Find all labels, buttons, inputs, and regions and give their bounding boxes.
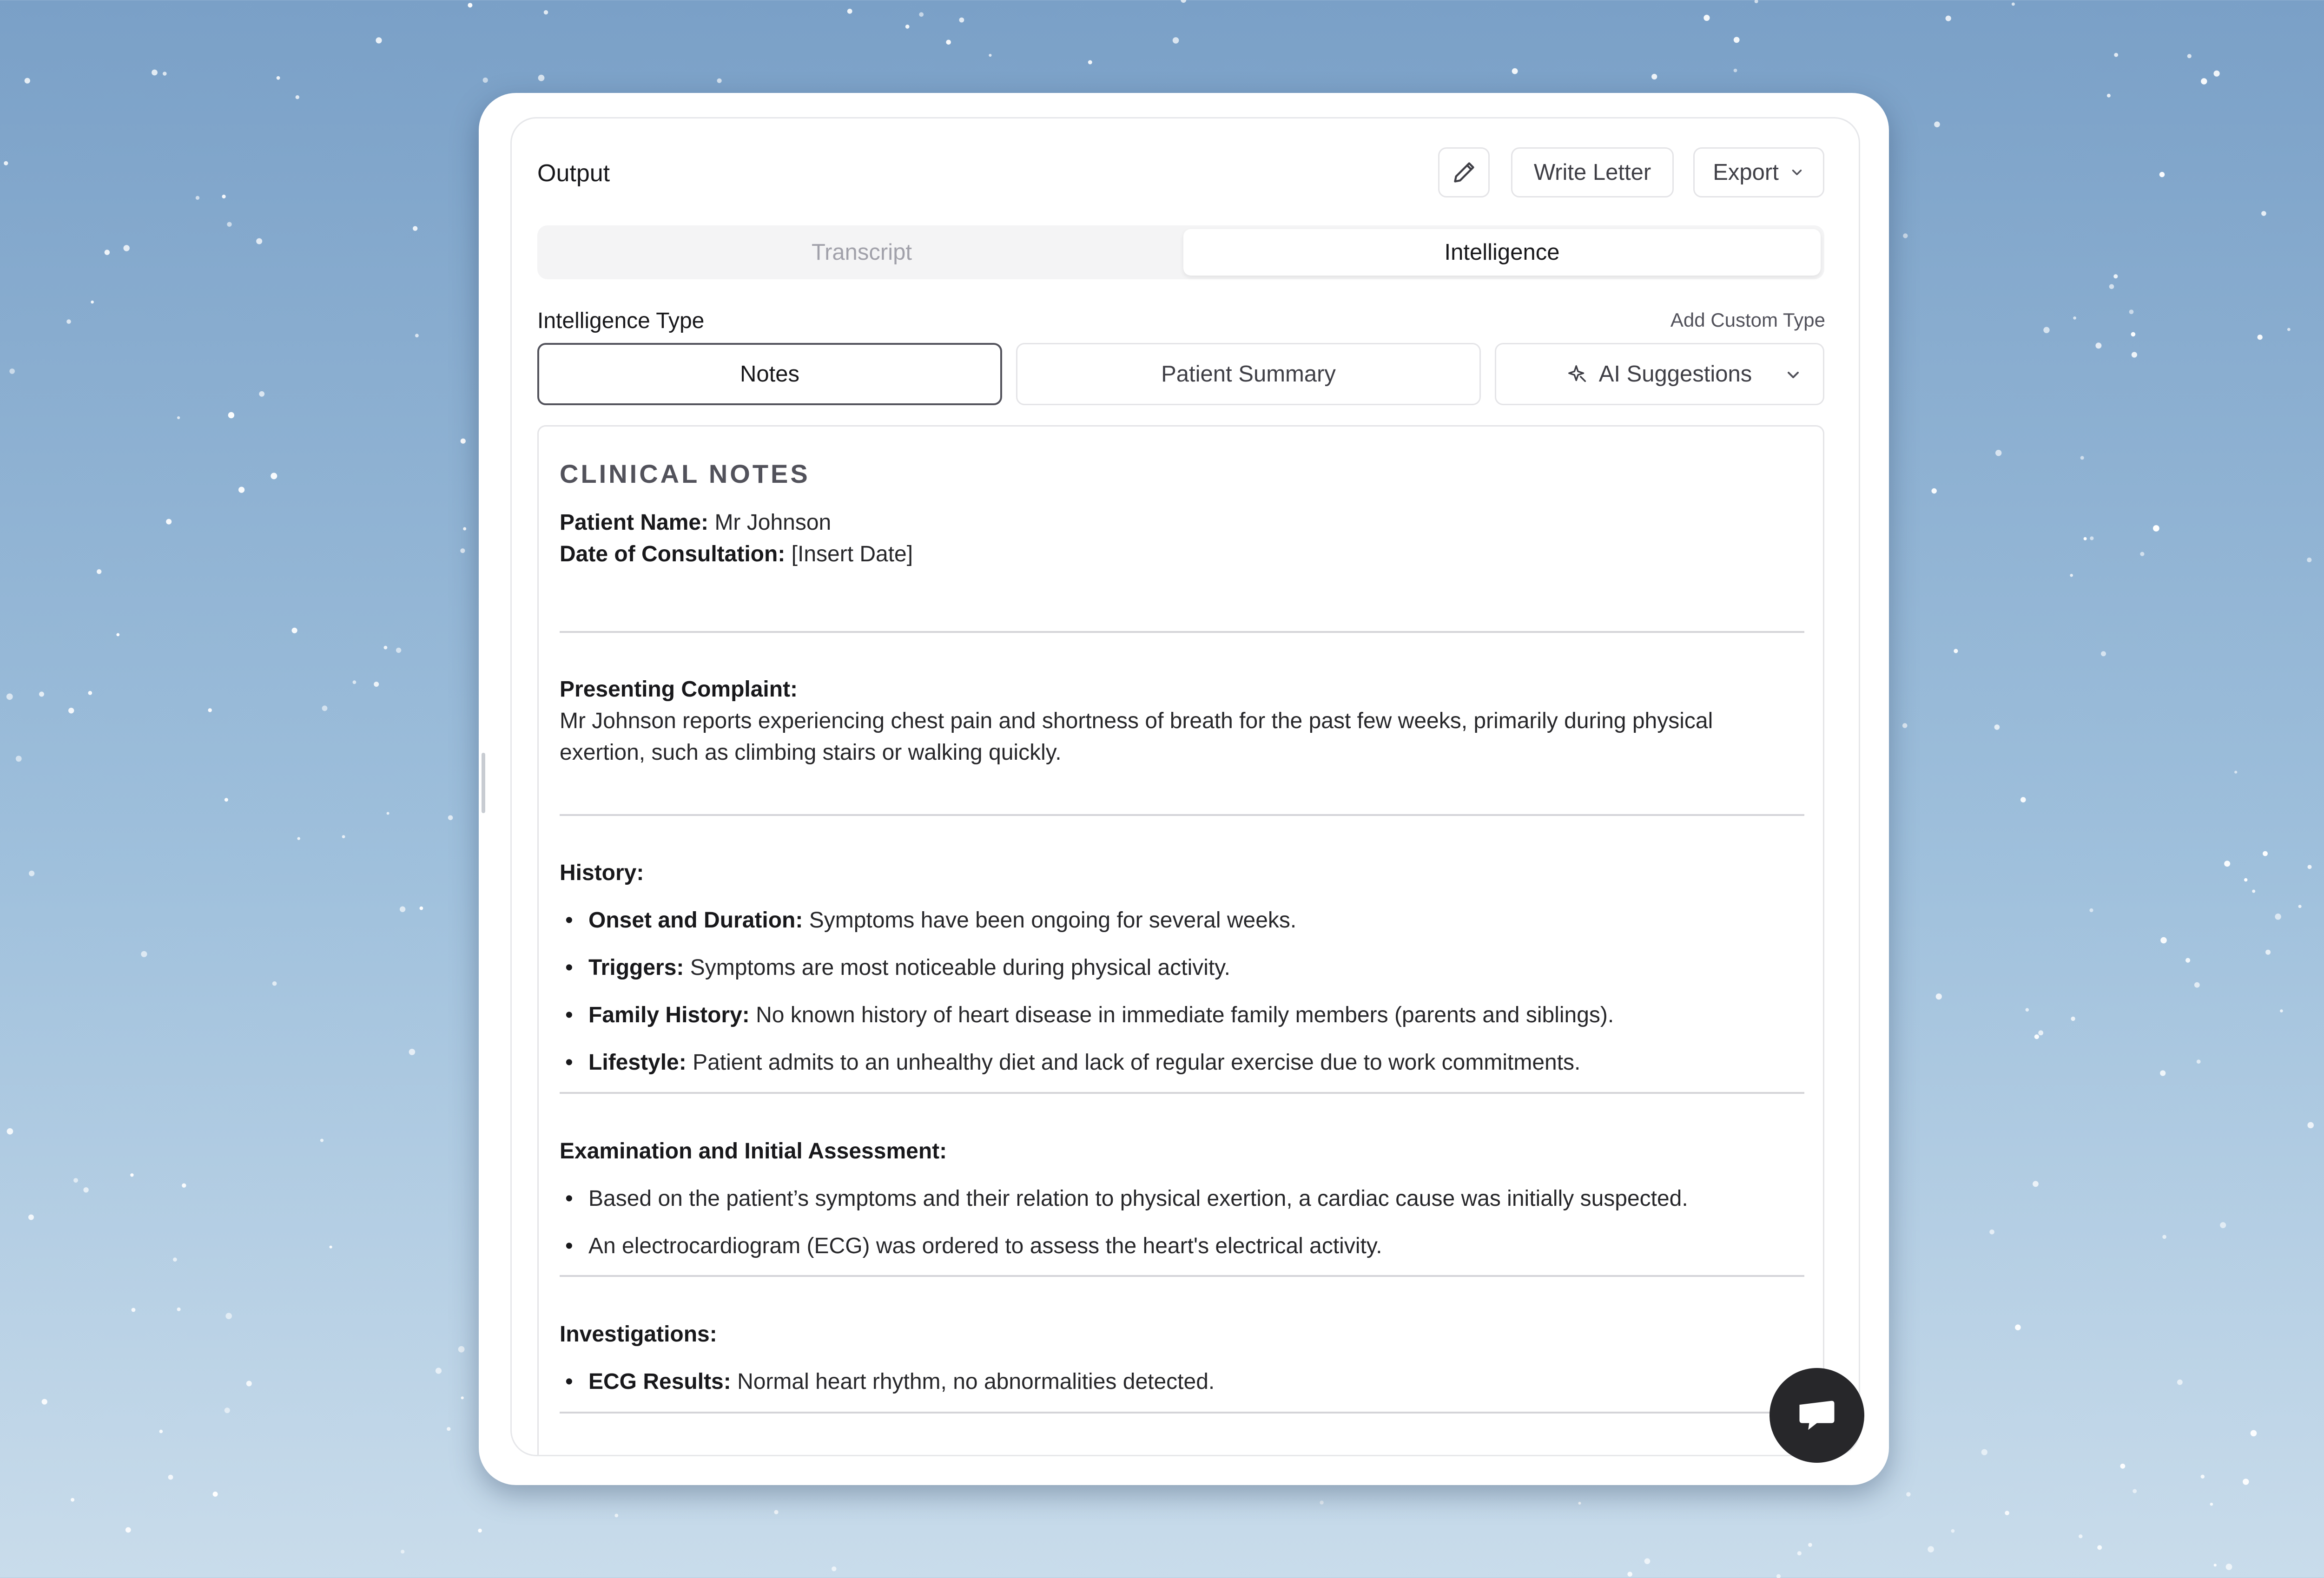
star [177,416,180,419]
star [2244,878,2247,881]
star [297,837,300,840]
star [959,18,964,23]
list-item-text: Symptoms have been ongoing for several weeks. [809,908,1297,933]
star [2114,53,2118,57]
pencil-icon [1452,160,1476,184]
star [7,693,13,700]
star [2109,284,2114,289]
notes-heading: CLINICAL NOTES [560,459,810,488]
star [2201,1475,2205,1479]
star [376,37,382,43]
list-item-label: Onset and Duration: [588,908,803,933]
star [177,1308,181,1311]
export-label: Export [1713,160,1779,185]
star [2308,865,2312,869]
consultation-date-row [560,539,913,570]
star [387,812,390,815]
star [460,548,465,553]
star [68,708,74,713]
star [2133,1489,2137,1493]
star [1936,993,1942,999]
star [2187,54,2192,58]
star [246,1381,252,1387]
edit-button[interactable] [1438,147,1490,197]
star [1512,68,1518,74]
divider [560,631,1804,633]
star [2220,1222,2226,1228]
star [2084,537,2087,540]
resize-handle[interactable] [482,753,485,813]
star [413,226,417,231]
history-title-text: History: [560,861,644,885]
star [2280,1009,2283,1013]
star [483,78,488,83]
divider [560,1412,1804,1414]
star [238,487,244,493]
presenting-complaint-line: Mr Johnson reports experiencing chest pain and shortness of breath for the past few weeks, primarily during physical [560,709,1713,733]
star [2251,1430,2257,1437]
star [717,79,722,83]
list-item [588,905,1296,936]
list-item-text: Patient admits to an unhealthy diet and lack of regular exercise due to work commitments. [693,1050,1581,1075]
star [2101,651,2106,656]
star [1181,0,1186,3]
star [208,708,212,712]
star [1934,121,1940,127]
star [141,951,147,957]
star [168,1475,173,1480]
star [320,1139,324,1142]
star [2015,1324,2021,1330]
list-item-text: Symptoms are most noticeable during physical activity. [690,955,1230,980]
star [463,527,466,531]
star [9,368,15,374]
star [1755,0,1758,3]
list-item-label: Family History: [588,1003,750,1027]
star [97,569,101,574]
star [73,1178,78,1183]
star [447,1427,450,1431]
star [2153,525,2159,532]
star [374,682,379,687]
star [415,334,419,337]
type-notes-button[interactable]: Notes [537,343,1002,405]
star [2120,1464,2126,1469]
star [296,95,299,99]
star [832,1566,836,1571]
consultation-date-label: Date of Consultation: [560,542,786,566]
star [116,633,119,637]
star [196,196,199,200]
list-item-label: Lifestyle: [588,1050,687,1075]
star [4,161,8,165]
list-item-label: Triggers: [588,955,684,980]
star [83,1187,88,1192]
star [2265,950,2271,955]
star [228,412,234,418]
star [105,250,110,255]
star [396,648,401,653]
star [478,1529,482,1532]
star [946,40,951,45]
star [152,70,158,76]
star [2307,1122,2314,1129]
consultation-date-value: [Insert Date] [791,542,913,566]
star [384,646,388,650]
star [353,680,357,684]
star [2194,982,2200,988]
star [330,1246,332,1249]
star [1903,233,1908,238]
list-item-text: No known history of heart disease in immediate family members (parents and siblings). [756,1003,1614,1027]
examination-title-text: Examination and Initial Assessment: [560,1139,947,1164]
star [2097,1545,2102,1550]
star [2131,332,2136,337]
star [2012,2,2015,6]
star [2132,352,2137,357]
divider [560,1275,1804,1277]
list-item: • Based on the patient’s symptoms and their relation to physical exertion, a cardiac cause was initially suspected. [588,1183,1688,1215]
star [1651,74,1657,79]
chat-button[interactable] [1769,1368,1864,1463]
star [166,519,172,525]
star [409,1049,416,1055]
type-ai-suggestions-dropdown[interactable] [1495,343,1824,405]
star [28,1215,34,1220]
star [225,1313,232,1319]
star [461,439,466,444]
star [1981,1449,1987,1455]
star [1734,37,1740,43]
star [2005,1511,2009,1515]
add-custom-type-link[interactable]: Add Custom Type [1670,309,1825,331]
star [2026,1008,2029,1012]
star [182,1184,186,1188]
star [125,1527,131,1533]
star [2107,94,2111,98]
star [2129,309,2134,314]
list-item-text: Normal heart rhythm, no abnormalities detected. [737,1369,1215,1394]
star [2210,1503,2213,1506]
star [132,1308,136,1312]
star [259,391,264,397]
star [1994,724,2000,730]
star [42,1399,47,1405]
patient-name-value: Mr Johnson [714,510,832,535]
star [2214,1564,2217,1566]
star [91,301,94,304]
star [1951,1529,1955,1533]
star [272,981,277,986]
patient-name-row [560,507,831,539]
star [538,75,545,81]
star [159,1430,163,1433]
star [2095,342,2101,348]
star [66,319,71,324]
star [2160,1070,2166,1076]
list-item [588,952,1230,984]
star [1627,1572,1632,1577]
star [420,907,423,910]
star [2177,1380,2183,1385]
star [2224,861,2230,867]
star [256,238,262,244]
star [544,10,548,14]
star [400,907,405,912]
list-item-label: ECG Results: [588,1369,731,1394]
star [774,1510,778,1514]
star [1808,1543,1812,1547]
star [2162,1235,2166,1239]
star [271,473,277,479]
star [124,245,130,251]
star [29,871,34,876]
star [130,1173,133,1177]
star [2298,905,2302,908]
star [2070,574,2073,577]
star [2159,172,2165,177]
star [1088,60,1092,65]
star [2113,274,2118,278]
star [2258,335,2263,340]
star [436,1368,442,1374]
star [2089,908,2093,912]
star [71,1498,74,1502]
clinical-notes-box [537,425,1824,1456]
star [1173,37,1179,44]
list-item [588,1047,1580,1078]
star [227,222,231,227]
star [2160,937,2167,944]
star [1644,1558,1651,1565]
star [224,1407,230,1413]
tab-intelligence[interactable]: Intelligence [1183,229,1821,276]
star [401,1550,404,1553]
star [222,195,226,198]
star [847,9,852,14]
list-item: • An electrocardiogram (ECG) was ordered to assess the heart's electrical activity. [588,1230,1382,1262]
star [461,1396,464,1399]
presenting-complaint-title [560,674,798,705]
star [2033,1181,2039,1187]
star [277,76,280,80]
star [2090,536,2093,540]
star [1902,723,1908,728]
chat-bubble-icon [1794,1392,1840,1439]
investigations-title [560,1319,717,1350]
star [39,691,44,697]
star [322,705,328,711]
star [2275,914,2281,920]
star [2038,1030,2043,1035]
star [2073,316,2076,320]
star [2140,552,2144,556]
star [2261,211,2266,216]
star [2263,851,2268,856]
presenting-complaint-title-text: Presenting Complaint: [560,677,798,702]
star [213,1492,218,1497]
star [342,835,345,838]
star [1776,1574,1781,1578]
star [2043,327,2049,333]
star [468,3,472,7]
star [163,72,167,76]
star [2080,456,2084,460]
star [1995,450,2001,456]
star [1703,15,1710,21]
intelligence-type-label: Intelligence Type [537,309,705,333]
tab-transcript[interactable]: Transcript [811,240,912,265]
star [2243,1479,2249,1485]
ai-suggestions-label: AI Suggestions [1598,362,1752,387]
type-patient-summary-button[interactable]: Patient Summary [1016,343,1481,405]
star [173,1257,177,1262]
star [7,1128,13,1135]
divider [560,1092,1804,1094]
star [2287,328,2291,331]
star [2185,958,2190,963]
export-button[interactable] [1693,147,1824,197]
star [1989,1230,1994,1235]
star [2226,1564,2232,1570]
star [2079,1534,2082,1538]
star [1928,1546,1934,1552]
panel-title: Output [537,160,610,187]
star [919,12,924,17]
star [1797,1551,1802,1555]
star [224,798,228,802]
list-item [588,1366,1215,1398]
star [2234,771,2237,774]
examination-title [560,1136,947,1167]
star [2214,71,2220,77]
star [88,691,92,695]
star [458,1346,465,1353]
star [2020,797,2026,802]
divider [560,814,1804,816]
star [2071,1017,2075,1021]
star [16,756,22,762]
star [448,815,453,821]
output-panel [510,117,1860,1456]
star [905,25,910,29]
list-item [588,999,1614,1031]
star [989,54,991,57]
chevron-down-icon [1789,164,1805,180]
star [1320,1500,1323,1504]
star [1954,649,1958,653]
output-card [479,93,1889,1485]
star [1932,488,1937,493]
chevron-down-icon [1784,366,1802,384]
star [2201,78,2207,84]
sparkle-icon [1567,363,1589,385]
star [2307,558,2311,562]
star [614,1514,618,1518]
star [1578,1502,1581,1505]
star [1906,1492,1911,1497]
presenting-complaint-line: exertion, such as climbing stairs or walking quickly. [560,740,1062,765]
output-tabs [537,225,1824,279]
star [2034,1034,2039,1039]
investigations-title-text: Investigations: [560,1322,717,1347]
write-letter-button[interactable]: Write Letter [1511,147,1674,197]
star [25,78,30,84]
star [2197,1059,2201,1064]
star [1734,69,1737,72]
patient-name-label: Patient Name: [560,510,709,535]
star [292,628,297,633]
star [2252,890,2255,893]
star [1946,16,1951,21]
history-title [560,857,644,889]
